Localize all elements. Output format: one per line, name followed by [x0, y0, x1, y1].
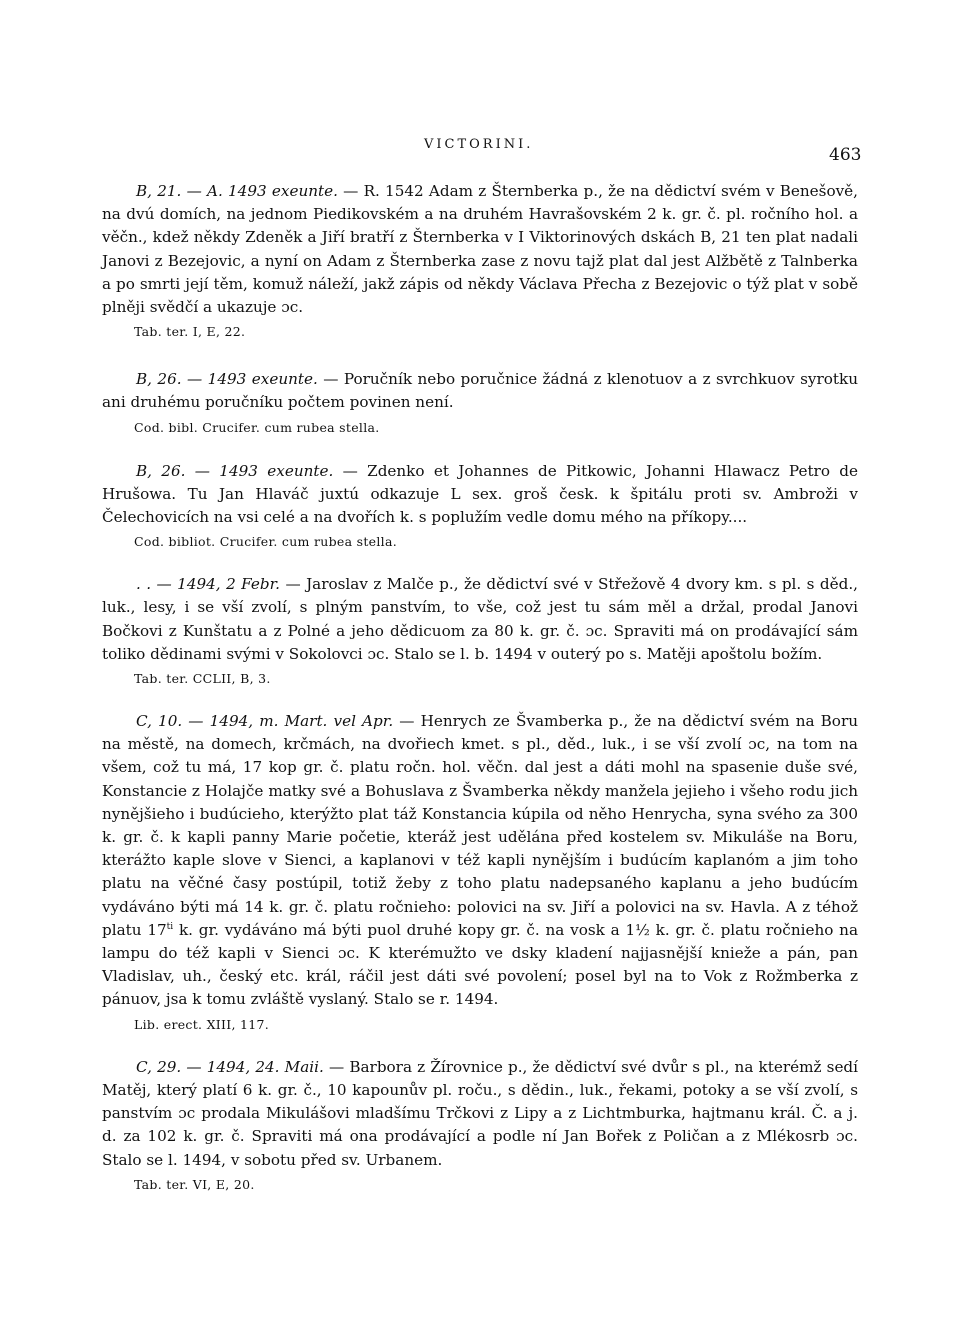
entry-source: Cod. bibliot. Crucifer. cum rubea stella.: [134, 534, 397, 550]
entry-source: Lib. erect. XIII, 117.: [134, 1016, 270, 1032]
superscript: ti: [166, 921, 174, 932]
entry-date: C, 10. — 1494, m. Mart. vel Apr.: [136, 712, 394, 731]
entry: [102, 180, 858, 341]
entry-text: — Poručník nebo poručnice žádná z klenotuov a z svrchkuov syrotku ani druhému poručníku počtem povinen není.: [102, 370, 858, 412]
entry-text: — Zdenko et Johannes de Pitkowic, Johanni Hlawacz Petro de Hrušowa. Tu Jan Hlaváč juxtú odkazuje L sex. groš česk. k špitálu proti sv. Ambroži v Čelechovicích na vsi celé a na dvořích k. s poplužím vedle domu mého na příkopy....: [102, 461, 858, 527]
entry: [102, 1056, 858, 1194]
entry-date: C, 29. — 1494, 24. Maii.: [136, 1057, 324, 1076]
entry-text-continued: k. gr. vydáváno má býti puol druhé kopy gr. č. na vosk a 1½ k. gr. č. platu ročnieho na lampu do též kapli v Sienci ɔc. K kterémužto ve dsky kladení najjasnější knieže a pán, pan Vladislav, uh., český etc. král, ráčil jest dáti své povolení; posel byl na to Vok z Rožmberka z pánuov, jsa k tomu zvláště vyslaný. Stalo se r. 1494.: [102, 920, 859, 1009]
entry: [102, 710, 858, 1034]
entry-date: B, 26. — 1493 exeunte.: [136, 461, 334, 480]
entry-date: . . — 1494, 2 Febr.: [136, 575, 281, 594]
entry: [102, 368, 858, 436]
entry-text: — Barbora z Žírovnice p., že dědictví své dvůr s pl., na kterémž sedí Matěj, který platí 6 k. gr. č., 10 kapounův pl. roču., s dědin., luk., řekami, potoky a se vší zvolí, s panstvím ɔc prodala Mikulášovi mladšímu Trčkovi z Lipy a z Lichtmburka, hajtmanu král. Č. a j. d. za 102 k. gr. č. Spraviti má ona prodávající a podle ní Jan Bořek z Poličan a z Mlékosrb ɔc. Stalo se l. 1494, v sobotu před sv. Urbanem.: [102, 1057, 859, 1169]
text-body: [102, 180, 858, 1194]
entry: [102, 460, 858, 552]
entry: [102, 573, 858, 688]
entry-text: — Henrych ze Švamberka p., že na dědictví svém na Boru na městě, na domech, krčmách, na dvořiech kmet. s pl., děd., luk., i se vší zvolí ɔc, na tom na všem, což tu má, 17 kop gr. č. platu ročn. hol. věčn. dal jest a dáti mohl na spasenie duše své, Konstancie z Holajče matky své a Bohuslava z Švamberka někdy manžela jejieho i všeho rodu jich nynějšieho i budúcieho, kterýžto plat táž Konstancia kúpila od něho Henrycha, syna svého za 300 k. gr. č. k kapli panny Marie početie, kteráž jest udělána před kostelem sv. Mikuláše na Boru, kterážto kaple slove v Sienci, a kaplanovi v též kapli nynějším i budúcím kaplanóm a jim toho platu na věčné časy postúpil, totiž žeby z toho platu nadepsaného kaplanu a jeho budúcím vydáváno býti má 14 k. gr. č. platu ročnieho: polovici na sv. Jiří a polovici na sv. Havla. A z téhož platu 17: [102, 712, 858, 939]
entry-date: B, 26. — 1493 exeunte.: [136, 370, 318, 389]
entry-source: Tab. ter. CCLII, B, 3.: [134, 671, 271, 687]
entry-source: Tab. ter. VI, E, 20.: [134, 1176, 255, 1192]
entry-text: — Jaroslav z Malče p., že dědictví své v Střežově 4 dvory km. s pl. s děd., luk., lesy, i se vší zvolí, s plným panstvím, to vše, což jest tu sám měl a držal, prodal Janovi Bočkovi z Kunštatu a z Polné a jeho dědicuom za 80 k. gr. č. ɔc. Spraviti má on prodávající sám toliko dědinami svými v Sokolovci ɔc. Stalo se l. b. 1494 v outerý po s. Matěji apoštolu božím.: [102, 575, 858, 663]
running-head: VICTORINI.: [424, 137, 534, 152]
entry-date: B, 21. — A. 1493 exeunte.: [136, 182, 338, 200]
entry-source: Tab. ter. I, E, 22.: [134, 324, 246, 340]
page-number: 463: [829, 145, 862, 165]
entry-text: — R. 1542 Adam z Šternberka p., že na dědictví svém v Benešově, na dvú domích, na jednom Piedikovském a na druhém Havrašovském 2 k. gr. č. pl. ročního hol. a věčn., kdež někdy Zdeněk a Jiří bratří z Šternberka v I Viktorinových dskách B, 21 ten plat nadali Janovi z Bezejovic, a nyní on Adam z Šternberka zase z novu tajž plat dal jest Alžbětě z Talnberka a po smrti její těm, komuž náleží, jakž zápis od někdy Václava Přecha z Bezejovic o týž plat v sobě plněji svědčí a ukazuje ɔc.: [102, 182, 858, 317]
entry-source: Cod. bibl. Crucifer. cum rubea stella.: [134, 419, 380, 435]
